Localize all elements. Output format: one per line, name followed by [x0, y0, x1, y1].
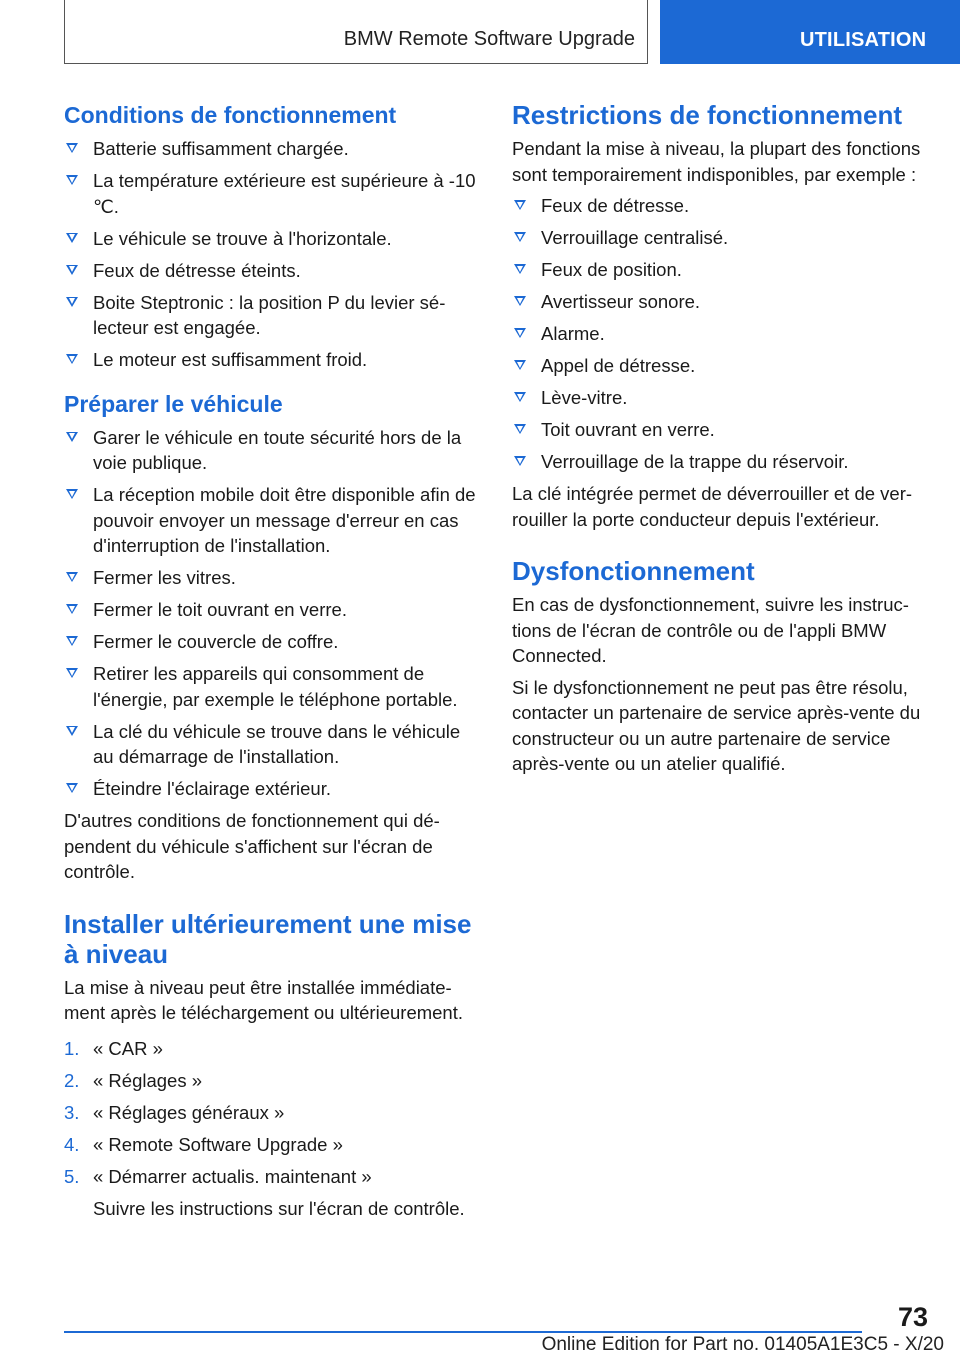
triangle-bullet-icon [66, 668, 78, 678]
prepare-note: D'autres conditions de fonctionnement qui dépendent du véhicule s'affichent sur l'écran de contrôle. [64, 810, 440, 882]
left-column [64, 100, 480, 1231]
footer-divider [64, 1331, 862, 1333]
step-item: 2. « Réglages » [64, 1068, 480, 1094]
triangle-bullet-icon [66, 297, 78, 307]
step-item: 4. « Remote Software Upgrade » [64, 1132, 480, 1158]
triangle-bullet-icon [514, 264, 526, 274]
step-number: 3. [64, 1101, 80, 1123]
triangle-bullet-icon [66, 143, 78, 153]
list-item: Fermer le toit ouvrant en verre. [64, 597, 480, 623]
list-item: Fermer le couvercle de coffre. [64, 629, 480, 655]
right-column [512, 100, 932, 787]
triangle-bullet-icon [66, 636, 78, 646]
install-heading: Installer ultérieurement une mise à niveau [64, 908, 472, 969]
header-box [64, 0, 648, 64]
prepare-section [64, 389, 480, 885]
prepare-list [64, 425, 480, 802]
list-item: Fermer les vitres. [64, 565, 480, 591]
step-item: Suivre les instructions sur l'écran de contrôle. [93, 1197, 465, 1219]
triangle-bullet-icon [66, 489, 78, 499]
install-intro: La mise à niveau peut être installée immédiatement après le téléchargement ou ultérieurement. [64, 976, 463, 1023]
list-item: Garer le véhicule en toute sécurité hors de la voie publique. [64, 425, 480, 476]
restrictions-intro: Pendant la mise à niveau, la plupart des fonctions sont temporairement indisponibles, par exemple : [512, 138, 921, 185]
triangle-bullet-icon [66, 726, 78, 736]
triangle-bullet-icon [514, 200, 526, 210]
restrictions-heading: Restrictions de fonctionnement [512, 100, 903, 130]
list-item: Appel de détresse. [512, 353, 932, 379]
triangle-bullet-icon [66, 432, 78, 442]
step-number: 2. [64, 1069, 80, 1091]
step-item: 1. « CAR » [64, 1036, 480, 1062]
list-item: La clé du véhicule se trouve dans le véhicule au démarrage de l'installation. [64, 719, 480, 770]
list-item: Boite Steptronic : la position P du levier sélecteur est engagée. [64, 290, 480, 341]
list-item: Retirer les appareils qui consomment de l'énergie, par exemple le téléphone portable. [64, 661, 480, 712]
restrictions-note: La clé intégrée permet de déverrouiller et de verrouiller la porte conducteur depuis l'extérieur. [512, 483, 913, 530]
conditions-list [64, 136, 480, 373]
list-item: Alarme. [512, 321, 932, 347]
section-tab [660, 0, 960, 64]
list-item: Feux de position. [512, 257, 932, 283]
malfunction-paragraph-2: Si le dysfonctionnement ne peut pas être résolu, contacter un partenaire de service après-vente du constructeur ou un autre partenaire de service après-vente ou un atelier qualifié. [512, 676, 921, 774]
list-item: La température extérieure est supérieure à -10 ℃. [64, 168, 480, 219]
footer-edition: Online Edition for Part no. 01405A1E3C5 - X/20 [541, 1334, 944, 1355]
triangle-bullet-icon [66, 783, 78, 793]
chapter-title: BMW Remote Software Upgrade [343, 28, 635, 50]
conditions-section [64, 100, 480, 373]
triangle-bullet-icon [514, 328, 526, 338]
list-item: Feux de détresse. [512, 193, 932, 219]
step-item: 3. « Réglages généraux » [64, 1100, 480, 1126]
prepare-heading: Préparer le véhicule [64, 390, 283, 417]
list-item: Le véhicule se trouve à l'horizontale. [64, 226, 480, 252]
triangle-bullet-icon [66, 175, 78, 185]
triangle-bullet-icon [66, 354, 78, 364]
step-number: 4. [64, 1133, 80, 1155]
step-item: 5. « Démarrer actualis. maintenant » [64, 1164, 480, 1190]
list-item: Lève-vitre. [512, 385, 932, 411]
list-item: Éteindre l'éclairage extérieur. [64, 776, 480, 802]
triangle-bullet-icon [514, 296, 526, 306]
list-item: Le moteur est suffisamment froid. [64, 347, 480, 373]
triangle-bullet-icon [514, 424, 526, 434]
triangle-bullet-icon [514, 360, 526, 370]
triangle-bullet-icon [66, 265, 78, 275]
list-item: Toit ouvrant en verre. [512, 417, 932, 443]
restrictions-section [512, 100, 932, 532]
malfunction-section [512, 556, 932, 777]
restrictions-list [512, 193, 932, 475]
list-item: Verrouillage de la trappe du réservoir. [512, 449, 932, 475]
list-item: Verrouillage centralisé. [512, 225, 932, 251]
triangle-bullet-icon [514, 392, 526, 402]
triangle-bullet-icon [514, 456, 526, 466]
triangle-bullet-icon [66, 572, 78, 582]
section-tab-label: UTILISATION [800, 29, 927, 51]
malfunction-paragraph-1: En cas de dysfonctionnement, suivre les instructions de l'écran de contrôle ou de l'appli BMW Connected. [512, 594, 909, 666]
step-number: 1. [64, 1037, 80, 1059]
list-item: Avertisseur sonore. [512, 289, 932, 315]
install-steps [64, 1036, 480, 1222]
install-section [64, 909, 480, 1222]
page-number: 73 [897, 1302, 928, 1332]
triangle-bullet-icon [66, 604, 78, 614]
malfunction-heading: Dysfonctionnement [512, 556, 755, 586]
triangle-bullet-icon [514, 232, 526, 242]
list-item: Feux de détresse éteints. [64, 258, 480, 284]
triangle-bullet-icon [66, 233, 78, 243]
list-item: La réception mobile doit être disponible afin de pouvoir envoyer un message d'erreur en cas d'interruption de l'installation. [64, 482, 480, 559]
list-item: Batterie suffisamment chargée. [64, 136, 480, 162]
conditions-heading: Conditions de fonctionnement [64, 102, 397, 128]
step-number: 5. [64, 1165, 80, 1187]
